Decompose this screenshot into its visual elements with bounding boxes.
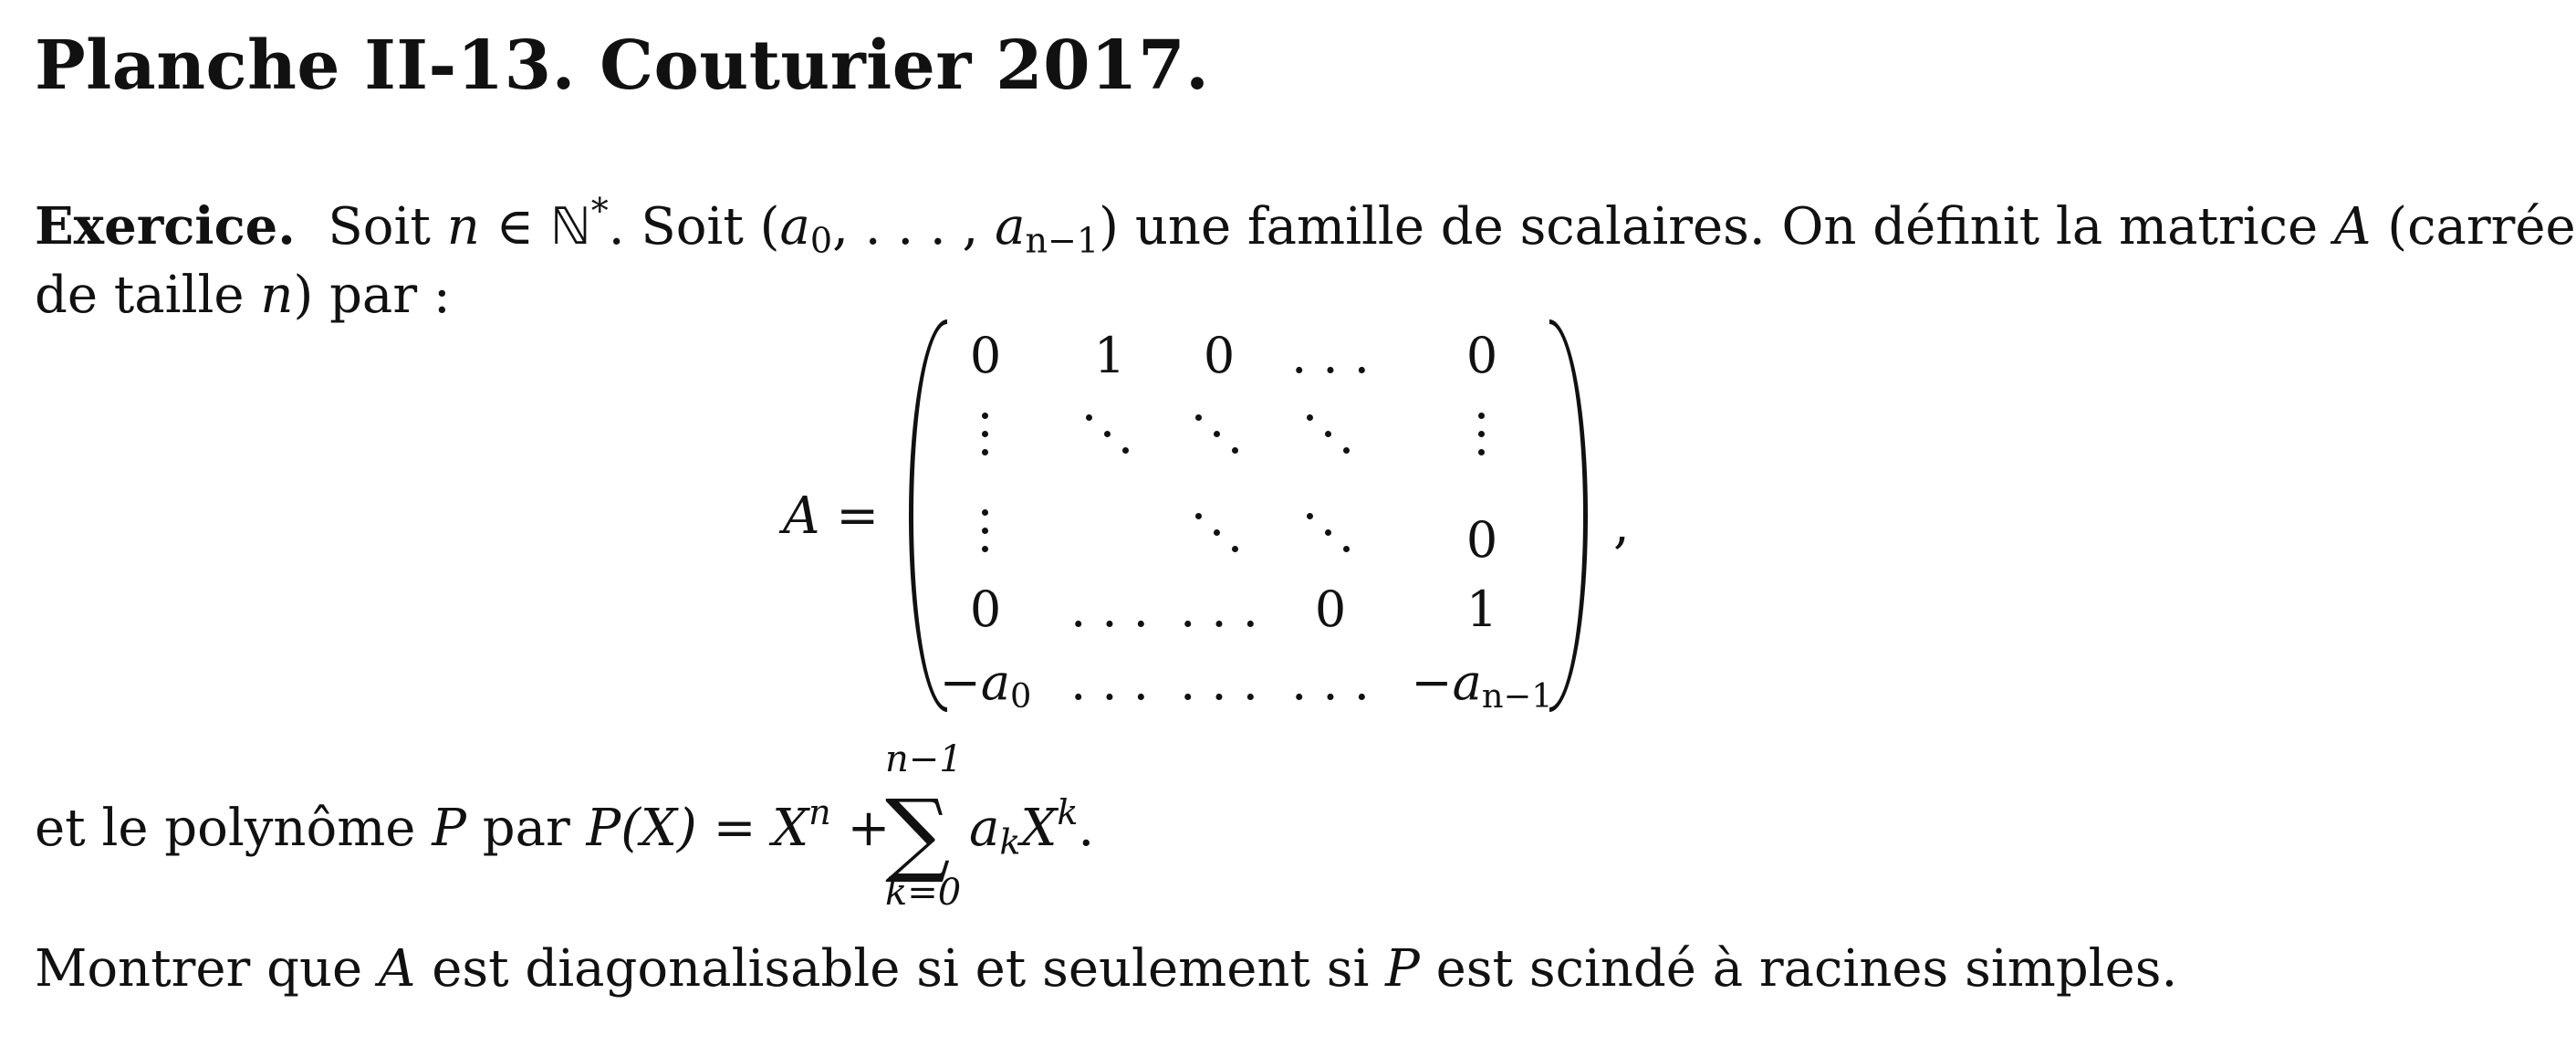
var-a: a bbox=[969, 799, 1000, 858]
page-title: Planche II-13. Couturier 2017. bbox=[35, 26, 1210, 105]
period: . bbox=[1078, 799, 1095, 858]
exponent-k: k bbox=[1057, 792, 1079, 833]
matrix-cell: . . . bbox=[1291, 327, 1370, 384]
subscript-n-1: n−1 bbox=[1481, 676, 1553, 717]
matrix-cell: 1 bbox=[1465, 581, 1498, 638]
var-A: A bbox=[378, 939, 416, 999]
diagonal-dots bbox=[1303, 511, 1358, 555]
matrix-cell: . . . bbox=[1180, 581, 1258, 638]
var-n: n bbox=[446, 197, 480, 256]
vertical-dots bbox=[982, 413, 989, 467]
matrix-lhs: A = bbox=[783, 486, 880, 546]
matrix-cell-minus-a0 bbox=[939, 654, 1032, 717]
vertical-dots bbox=[982, 509, 989, 564]
var-P: P bbox=[432, 799, 466, 858]
right-parenthesis bbox=[1549, 319, 1588, 712]
exercise-line-2 bbox=[35, 263, 451, 329]
sum-lower-bound: k=0 bbox=[885, 872, 962, 914]
text-fragment: Montrer que bbox=[35, 939, 379, 999]
diagonal-dots bbox=[1192, 511, 1246, 555]
subscript-0: 0 bbox=[1010, 676, 1032, 717]
text-fragment: et le polynôme bbox=[35, 799, 433, 858]
text-fragment: par bbox=[465, 799, 587, 858]
matrix-cell: . . . bbox=[1291, 654, 1370, 711]
matrix-cell-minus-an1 bbox=[1411, 654, 1553, 717]
matrix-cell: . . . bbox=[1070, 654, 1149, 711]
var-X: X bbox=[1020, 799, 1058, 858]
matrix-cell: . . . bbox=[1070, 581, 1149, 638]
conclusion-line bbox=[35, 936, 2177, 1002]
diagonal-dots bbox=[1303, 413, 1358, 456]
var-an1: a bbox=[995, 197, 1026, 256]
matrix-cell: . . . bbox=[1180, 654, 1258, 711]
text-fragment: ) une famille de scalaires. On définit la matrice bbox=[1099, 197, 2334, 256]
matrix-cell: 0 bbox=[969, 327, 1002, 384]
subscript-0: 0 bbox=[809, 220, 833, 261]
matrix-cell: 0 bbox=[1465, 327, 1498, 384]
subscript-n-1: n−1 bbox=[1025, 220, 1100, 261]
minus-a: −a bbox=[939, 654, 1011, 711]
var-a0: a bbox=[779, 197, 810, 256]
text-fragment: , . . . , bbox=[832, 197, 996, 256]
text-fragment: est scindé à racines simples. bbox=[1419, 939, 2178, 999]
vertical-dots bbox=[1478, 413, 1486, 467]
text-fragment: Soit bbox=[328, 197, 447, 256]
text-fragment: (carrée bbox=[2371, 197, 2576, 256]
exponent-n: n bbox=[808, 792, 831, 833]
text-fragment: est diagonalisable si et seulement si bbox=[415, 939, 1386, 999]
text-fragment: ∈ bbox=[479, 197, 550, 256]
matrix-cell: 0 bbox=[1203, 327, 1236, 384]
diagonal-dots bbox=[1082, 413, 1137, 456]
matrix-cell: 0 bbox=[969, 581, 1002, 638]
diagonal-dots bbox=[1192, 413, 1246, 456]
matrix-cell: 0 bbox=[1314, 581, 1347, 638]
matrix-cell: 0 bbox=[1465, 511, 1498, 569]
minus-a: −a bbox=[1411, 654, 1482, 711]
exercise-label: Exercice. bbox=[35, 196, 296, 256]
sum-term bbox=[969, 792, 1095, 863]
exercise-line-1 bbox=[35, 191, 2576, 261]
subscript-k: k bbox=[999, 821, 1021, 863]
plus-sign: + bbox=[830, 799, 891, 858]
matrix-cell: 1 bbox=[1093, 327, 1126, 384]
sum-upper-bound: n−1 bbox=[885, 738, 963, 780]
sigma-symbol: ∑ bbox=[885, 779, 951, 886]
text-fragment: de taille bbox=[35, 266, 261, 325]
star-superscript: * bbox=[590, 191, 609, 232]
polynomial-lhs: P(X) = X bbox=[586, 799, 809, 858]
var-A: A bbox=[2334, 197, 2372, 256]
text-fragment: ) par : bbox=[293, 266, 451, 325]
text-fragment: . Soit ( bbox=[608, 197, 780, 256]
var-A: A bbox=[783, 486, 820, 546]
matrix-comma: , bbox=[1613, 496, 1630, 555]
var-P: P bbox=[1385, 939, 1420, 999]
naturals-symbol: ℕ bbox=[549, 197, 591, 256]
polynomial-intro bbox=[35, 792, 891, 862]
var-n: n bbox=[260, 266, 294, 325]
